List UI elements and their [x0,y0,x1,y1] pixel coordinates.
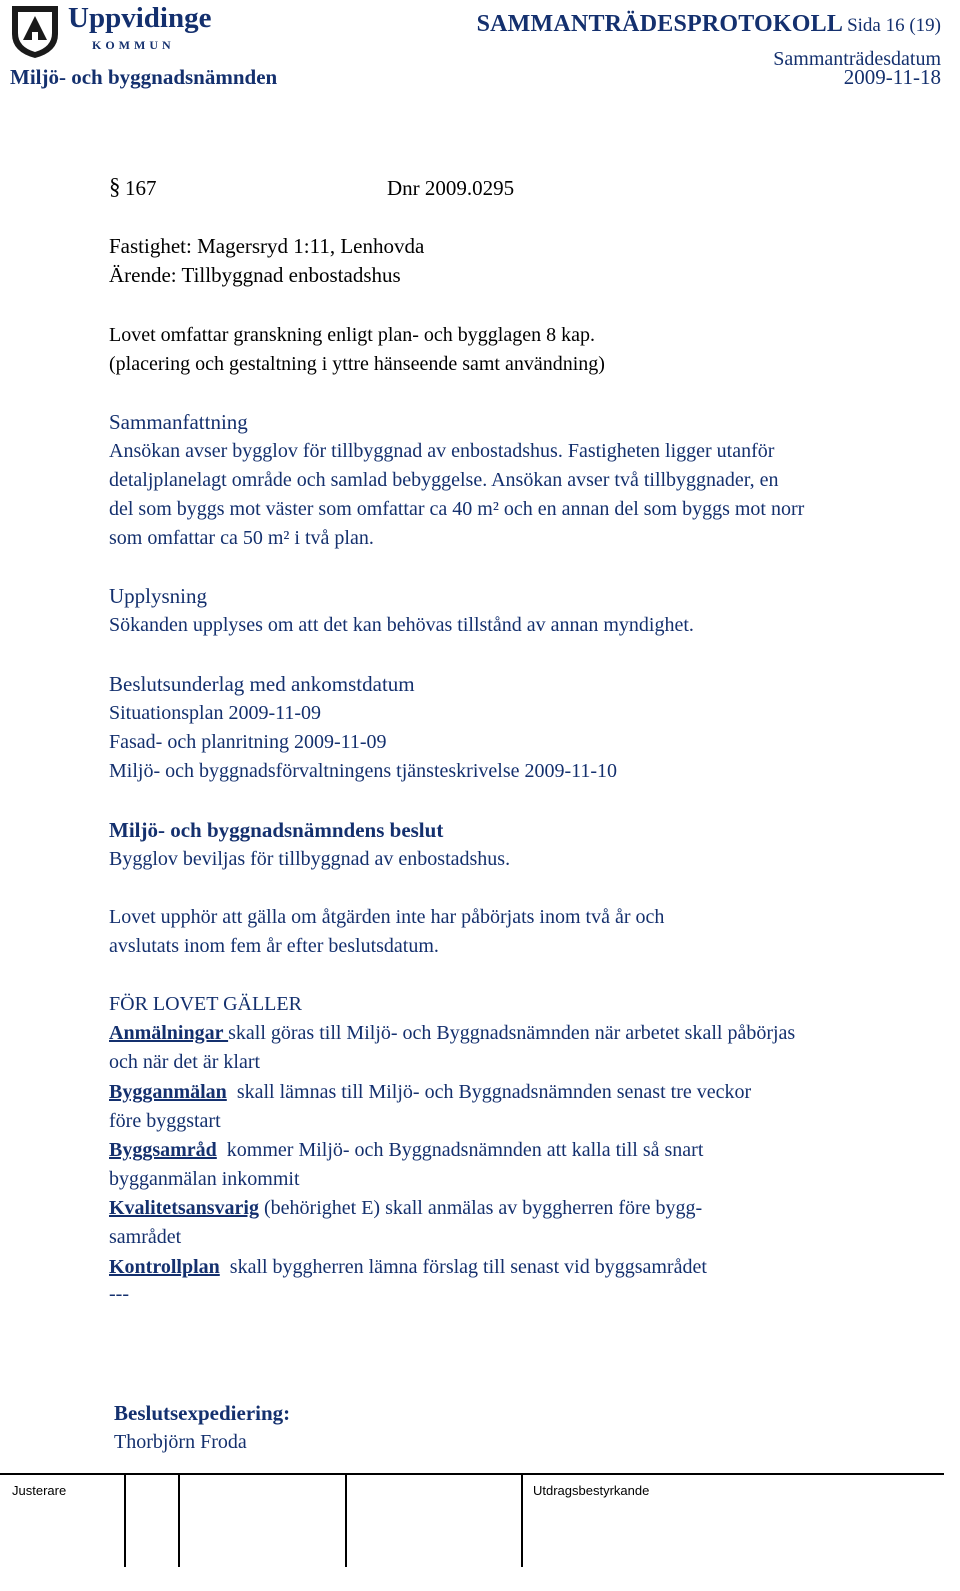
municipality-logo [8,0,218,62]
case-title: Ärende: Tillbyggnad enbostadshus [109,263,401,287]
case-number: Dnr 2009.0295 [387,176,515,200]
condition-item [109,1078,751,1107]
basis-heading: Beslutsunderlag med ankomstdatum [109,672,415,696]
logo-subtitle: KOMMUN [92,38,175,52]
summary-line-4: som omfattar ca 50 m² i två plan. [109,527,374,549]
paragraph-symbol: § [109,174,121,199]
meeting-date: 2009-11-18 [843,65,941,89]
basis-item: Situationsplan 2009-11-09 [109,702,322,724]
property-title: Fastighet: Magersryd 1:11, Lenhovda [109,234,425,258]
dispatch-recipient: Thorbjörn Froda [114,1431,247,1453]
end-marker: --- [109,1283,129,1305]
signature-box-divider [345,1475,347,1567]
condition-term: Byggsamråd [109,1139,217,1161]
conditions-heading: FÖR LOVET GÄLLER [109,993,302,1015]
condition-item [109,1019,795,1048]
summary-line-3: del som byggs mot väster som omfattar ca 40 m² och en annan del som byggs mot norr [109,498,805,520]
condition-text-cont: bygganmälan inkommit [109,1168,300,1190]
decision-heading: Miljö- och byggnadsnämndens beslut [109,818,444,842]
condition-text: (behörighet E) skall anmälas av byggherren före bygg- [259,1197,703,1219]
condition-item [109,1136,703,1165]
basis-item: Miljö- och byggnadsförvaltningens tjänsteskrivelse 2009-11-10 [109,760,618,782]
condition-item [109,1253,707,1282]
signature-footer [0,1473,960,1591]
validity-line-2: avslutats inom fem år efter beslutsdatum. [109,935,439,957]
meeting-date-label: Sammanträdesdatum [773,48,941,70]
condition-item [109,1194,702,1223]
condition-term: Kontrollplan [109,1256,220,1278]
condition-term: Kvalitetsansvarig [109,1197,259,1219]
decision-text: Bygglov beviljas för tillbyggnad av enbostadshus. [109,848,511,870]
footer-divider [0,1473,944,1475]
logo-wordmark: Uppvidinge [68,2,212,34]
condition-term: Bygganmälan [109,1081,227,1103]
footer-label-utdragsbestyrkande: Utdragsbestyrkande [533,1483,650,1498]
basis-item: Fasad- och planritning 2009-11-09 [109,731,387,753]
condition-text-cont: och när det är klart [109,1051,261,1073]
condition-text: kommer Miljö- och Byggnadsnämnden att kalla till så snart [216,1139,704,1161]
summary-line-2: detaljplanelagt område och samlad bebyggelse. Ansökan avser två tillbyggnader, en [109,469,779,491]
summary-line-1: Ansökan avser bygglov för tillbyggnad av enbostadshus. Fastigheten ligger utanför [109,440,775,462]
committee-name: Miljö- och byggnadsnämnden [10,65,278,89]
condition-text-cont: samrådet [109,1226,182,1248]
validity-line-1: Lovet upphör att gälla om åtgärden inte har påbörjats inom två år och [109,906,665,928]
page-indicator: Sida 16 (19) [847,15,941,36]
condition-term: Anmälningar [109,1022,229,1044]
scope-line-1: Lovet omfattar granskning enligt plan- och bygglagen 8 kap. [109,324,595,346]
header-committee-row [10,65,941,90]
section-number: 167 [125,176,157,200]
dispatch-heading: Beslutsexpediering: [114,1401,291,1425]
footer-label-justerare: Justerare [12,1483,67,1498]
condition-text: skall byggherren lämna förslag till senast vid byggsamrådet [219,1256,707,1278]
info-text: Sökanden upplyses om att det kan behövas tillstånd av annan myndighet. [109,614,694,636]
condition-text: skall lämnas till Miljö- och Byggnadsnämnden senast tre veckor [226,1081,752,1103]
condition-text: skall göras till Miljö- och Byggnadsnämnden när arbetet skall påbörjas [228,1022,796,1044]
protocol-title: SAMMANTRÄDESPROTOKOLL [476,11,844,37]
info-heading: Upplysning [109,584,208,608]
scope-line-2: (placering och gestaltning i yttre hänseende samt användning) [109,353,605,375]
signature-box-divider [124,1475,126,1567]
condition-text-cont: före byggstart [109,1110,221,1132]
summary-heading: Sammanfattning [109,410,248,434]
signature-box-divider [178,1475,180,1567]
signature-box-divider [521,1475,523,1567]
